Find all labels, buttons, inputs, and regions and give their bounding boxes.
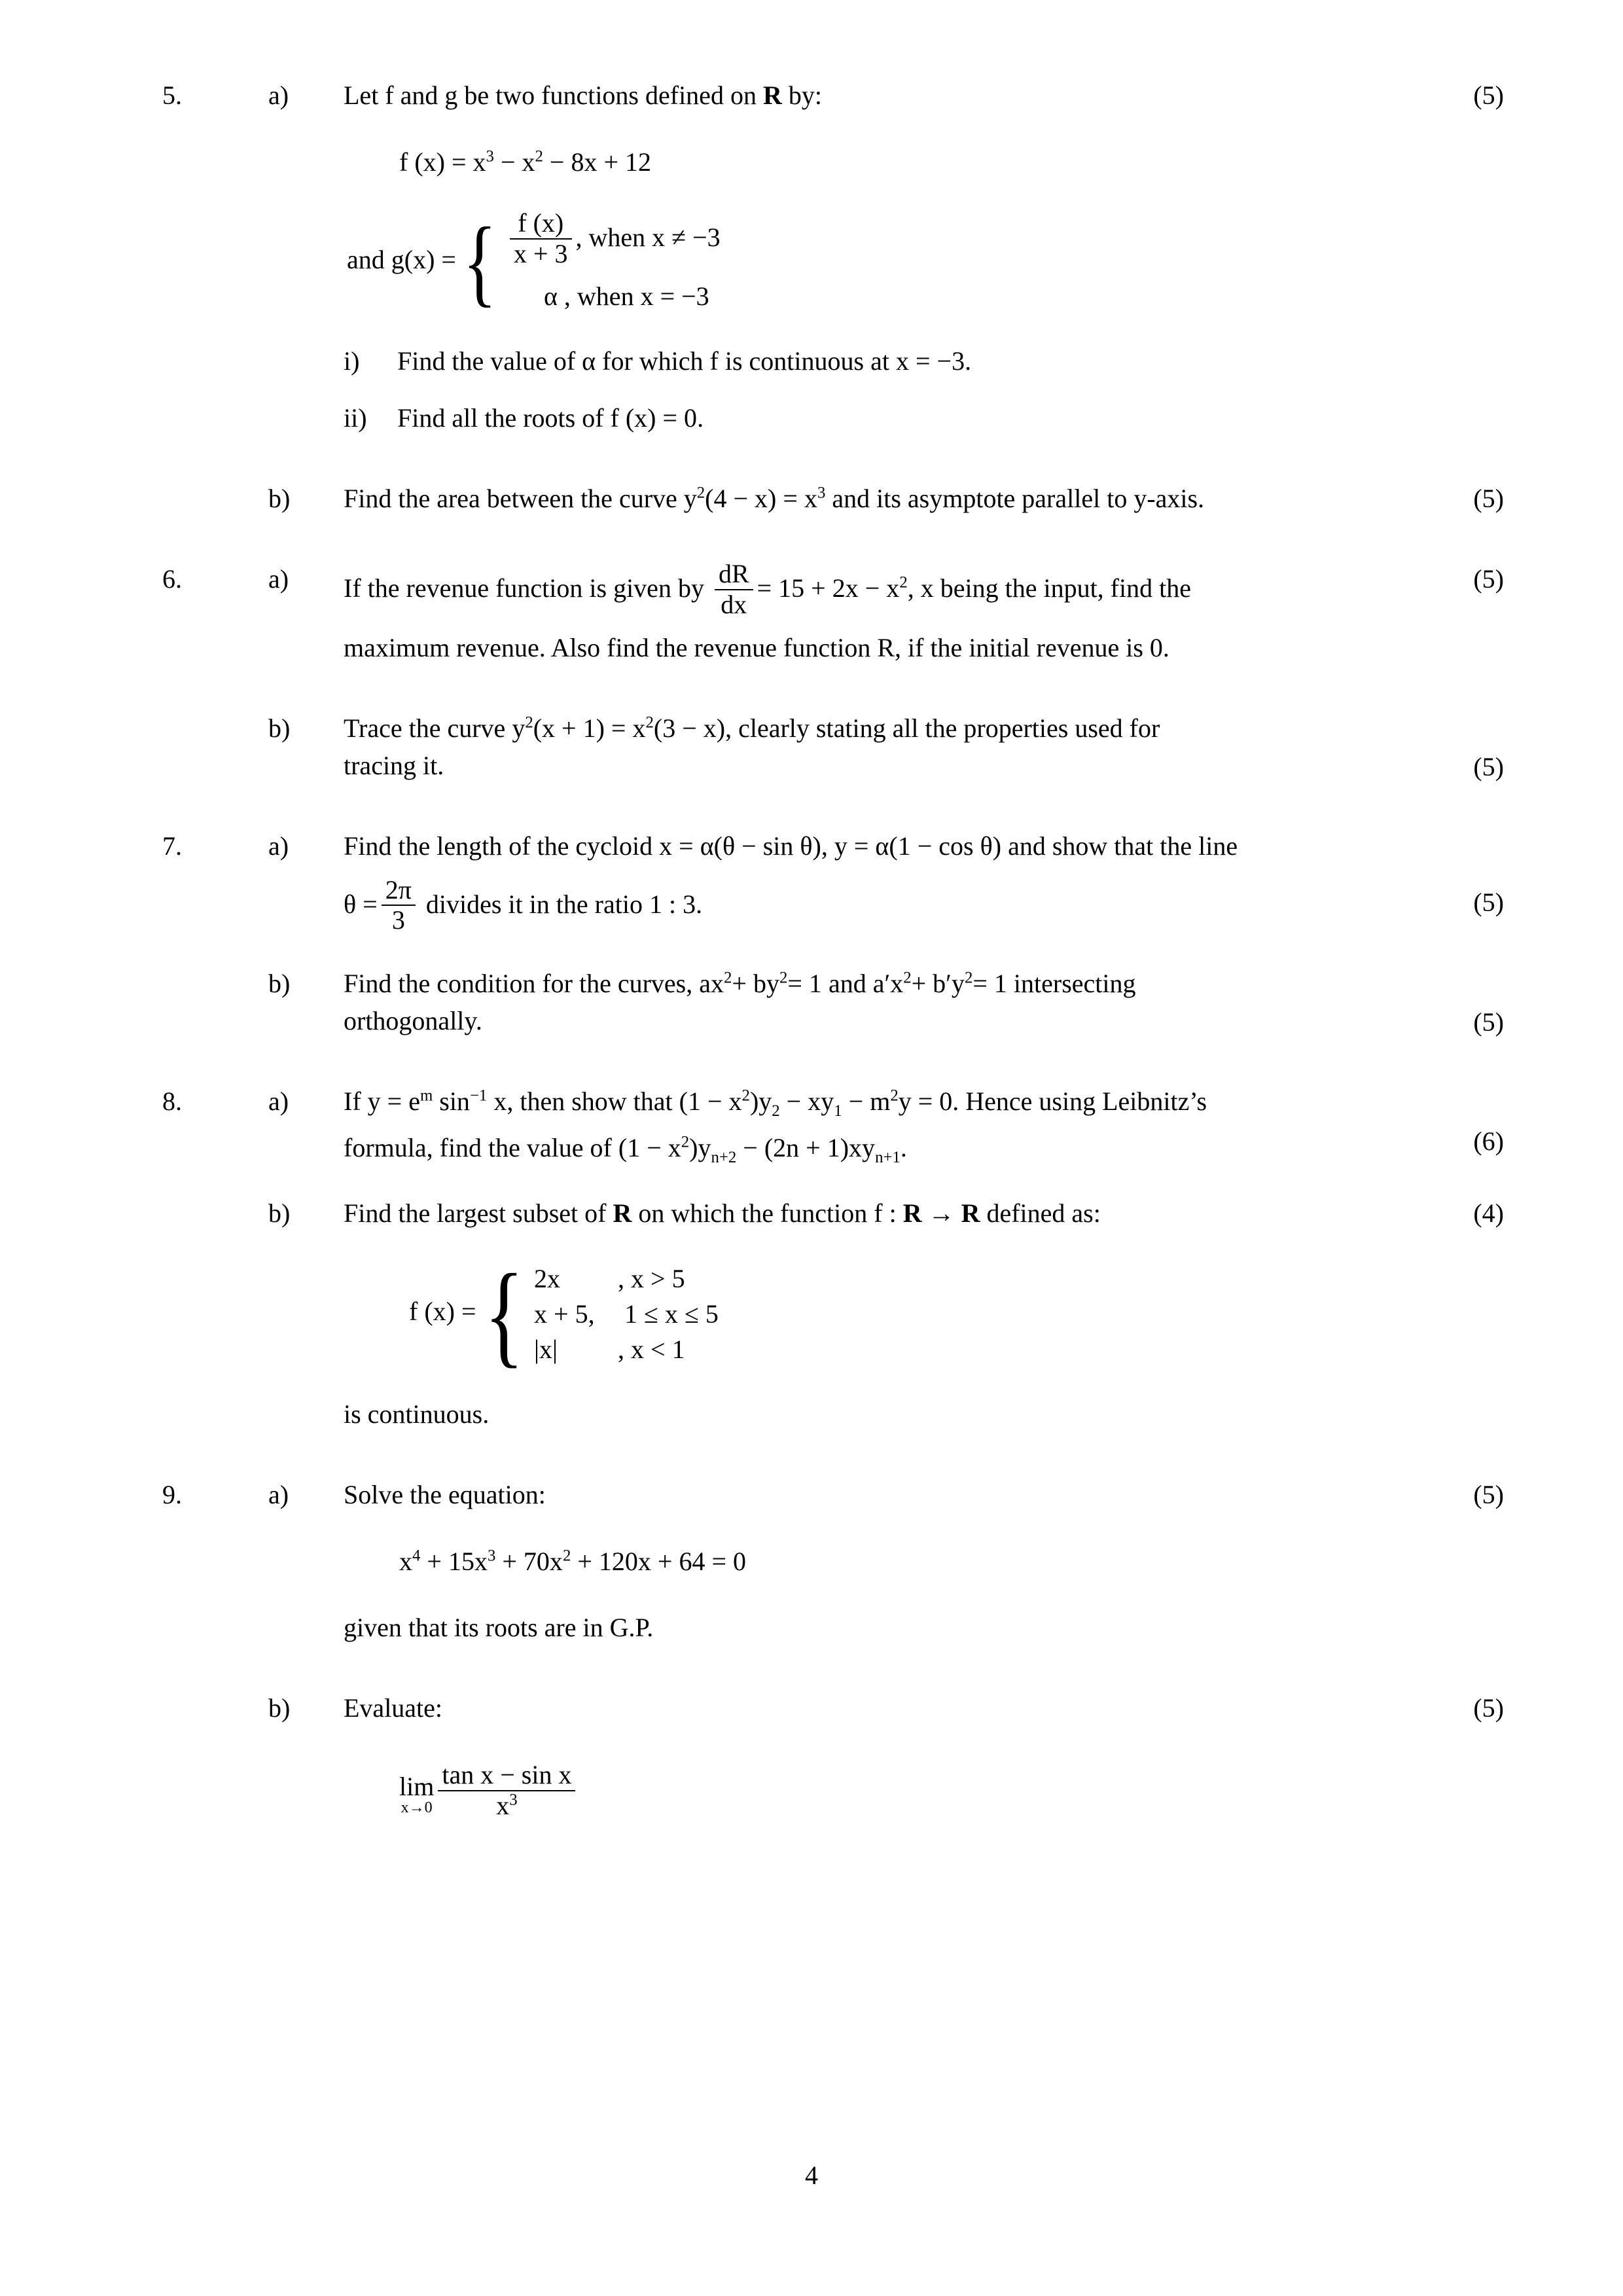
question-letter-8b: b) xyxy=(268,1198,291,1229)
q7b-c1-a-exp: 2 xyxy=(724,969,732,987)
question-5b-text xyxy=(344,480,1495,518)
q5a-subitem-ii-label: ii) xyxy=(344,403,367,433)
marks-5a: (5) xyxy=(1473,81,1504,110)
q7b-c2-a: a′x xyxy=(872,969,904,999)
q5b-x-exp: 3 xyxy=(817,484,826,502)
q5a-eq-lhs: f (x) = xyxy=(399,147,467,177)
question-number-6: 6. xyxy=(162,564,182,594)
q8b-mid: on which the function f : xyxy=(632,1198,903,1229)
q9b-lim-subscript: x→0 xyxy=(401,1799,433,1816)
q5a-sub-i-post: . xyxy=(965,346,972,376)
q7a-frac-num: 2π xyxy=(385,874,412,905)
q8a-pre: If xyxy=(344,1086,368,1116)
q8a-l2-mid: − (2n + 1)xy xyxy=(743,1132,876,1162)
question-number-7: 7. xyxy=(162,831,182,861)
q9a-t2: + 15x xyxy=(427,1546,488,1576)
q6b-y: y xyxy=(512,713,526,744)
q6a-rhs-exp: 2 xyxy=(899,573,908,592)
q7a-line2 xyxy=(344,874,1495,937)
marks-8b: (4) xyxy=(1473,1198,1504,1229)
q5a-eq-op1: − xyxy=(500,147,516,177)
question-5a-text xyxy=(344,77,1495,115)
q6b-post: clearly stating all the properties used for xyxy=(732,713,1160,744)
q7b-c1-plus: + by xyxy=(732,969,779,999)
q7b-c2-b-exp: 2 xyxy=(964,969,973,987)
q8a-m-exp: 2 xyxy=(890,1086,899,1105)
q9b-den-exp: 3 xyxy=(509,1791,518,1809)
question-letter-7a: a) xyxy=(268,831,289,861)
question-9b-text: Evaluate: xyxy=(344,1693,443,1723)
q7a-theta-symbol: θ = xyxy=(344,889,378,919)
question-6b-row xyxy=(0,710,1623,785)
q9a-closing-text: given that its roots are in G.P. xyxy=(344,1612,654,1642)
marks-6a: (5) xyxy=(1473,564,1504,594)
q5a-case1-condition: , when x ≠ −3 xyxy=(575,222,721,252)
q9b-lim-operator xyxy=(399,1771,435,1816)
q8a-y2: y xyxy=(758,1086,772,1116)
q9b-lim-text: lim xyxy=(399,1771,435,1801)
q8b-case3-inner: x xyxy=(539,1335,553,1365)
question-letter-9b: b) xyxy=(268,1693,291,1723)
q7b-c1-a: ax xyxy=(699,969,724,999)
q5a-subitem-i xyxy=(344,343,1623,380)
q8b-case1-condition: , x > 5 xyxy=(618,1264,685,1294)
q8a-l2-dot: . xyxy=(900,1132,907,1162)
q8b-case-2 xyxy=(534,1297,719,1332)
q8b-case3-condition: , x < 1 xyxy=(618,1335,685,1365)
q8b-case2-condition: 1 ≤ x ≤ 5 xyxy=(618,1299,719,1329)
q7b-curve-2 xyxy=(873,969,1007,998)
q8a-y1-sub: 1 xyxy=(834,1102,842,1120)
q8a-sin-exp: −1 xyxy=(469,1086,488,1105)
q6a-mid: , x being the input, find the xyxy=(907,573,1191,603)
q5b-post: and its asymptote parallel to y-axis. xyxy=(825,483,1205,513)
q9b-den-base: x xyxy=(496,1791,510,1821)
question-letter-6b: b) xyxy=(268,713,291,744)
question-9a-row xyxy=(0,1477,1623,1514)
question-6b-text xyxy=(344,710,1495,785)
q5a-sub-i-alpha: α xyxy=(582,346,596,376)
question-7b-text xyxy=(344,965,1495,1040)
q9a-t3-exp: 2 xyxy=(562,1547,571,1565)
marks-8a: (6) xyxy=(1473,1126,1504,1156)
q5b-x: x xyxy=(804,483,817,513)
q9b-denominator xyxy=(438,1790,575,1821)
q5a-case1-numerator: f (x) xyxy=(518,207,564,238)
q8a-y: y = e xyxy=(367,1086,420,1116)
q8a-p1-exp: 2 xyxy=(741,1086,750,1105)
q6b-pre: Trace the curve xyxy=(344,713,512,744)
q5a-text-tail: by: xyxy=(781,81,822,110)
q7a-line2-text: divides it in the ratio 1 : 3. xyxy=(419,889,703,919)
q7a-cycloid-parametric: x = α(θ − sin θ), y = α(1 − cos θ) xyxy=(659,831,1002,861)
marks-7b: (5) xyxy=(1473,1007,1504,1037)
q8b-case1-value: 2x xyxy=(534,1264,561,1294)
q7b-c2-a-exp: 2 xyxy=(903,969,912,987)
q5a-sub-ii-post: . xyxy=(697,403,704,433)
question-7a-text xyxy=(344,828,1495,937)
q5a-subitem-i-label: i) xyxy=(344,346,360,376)
q8a-line2 xyxy=(344,1130,1495,1167)
q7a-pre: Find the length of the cycloid xyxy=(344,831,660,861)
question-9b-row xyxy=(0,1690,1623,1727)
q6a-rhs: = 15 + 2x − x xyxy=(757,573,900,603)
question-letter-6a: a) xyxy=(268,564,289,594)
q9a-t1-exp: 4 xyxy=(412,1547,421,1565)
q6a-frac-num: dR xyxy=(718,558,749,588)
question-number-9: 9. xyxy=(162,1479,182,1509)
question-8b-row xyxy=(0,1195,1623,1232)
q8b-symbol-R1: R xyxy=(613,1198,632,1229)
question-letter-5a: a) xyxy=(268,81,289,110)
left-brace-icon: { xyxy=(463,207,497,317)
q5a-case2-value: α xyxy=(543,281,558,312)
q5a-sub-i-math: x = −3 xyxy=(895,346,965,376)
q5a-piecewise-label: and g(x) = xyxy=(347,244,456,274)
q8a-sin: sin xyxy=(433,1086,470,1116)
q6a-line2: maximum revenue. Also find the revenue function R, if the initial revenue is 0. xyxy=(344,633,1169,663)
q5a-piecewise-gx xyxy=(0,207,1623,317)
question-letter-5b: b) xyxy=(268,483,291,513)
q9b-limit-expression xyxy=(0,1755,1623,1821)
marks-9b: (5) xyxy=(1473,1693,1504,1723)
q8a-tail: y = 0. xyxy=(898,1086,959,1116)
q8a-x: x, xyxy=(487,1086,514,1116)
left-brace-icon: { xyxy=(484,1250,524,1378)
q5a-subitems xyxy=(0,343,1623,437)
q9a-t4: + 120x + 64 = 0 xyxy=(577,1546,747,1576)
q8b-piecewise-block xyxy=(476,1250,719,1378)
q7b-c1-b-exp: 2 xyxy=(779,969,788,987)
q5b-mid: (4 − x) = xyxy=(705,483,798,513)
q5a-eq-term1: x xyxy=(473,147,486,177)
q8a-minus-xy: − xy xyxy=(786,1086,834,1116)
q8a-minus-m: − m xyxy=(848,1086,891,1116)
question-9a-text: Solve the equation: xyxy=(344,1479,546,1509)
question-5a-row xyxy=(0,77,1623,115)
q7b-c1-eq: = 1 xyxy=(787,969,822,999)
marks-5b: (5) xyxy=(1473,483,1504,513)
q5b-y: y xyxy=(683,483,697,513)
q5a-subitem-ii xyxy=(344,400,1623,437)
q5a-eq-term2-exp: 2 xyxy=(535,147,543,166)
q5a-case1-fraction xyxy=(510,209,572,269)
q6b-curve-equation xyxy=(512,713,732,743)
q8b-symbol-R2: R xyxy=(902,1198,922,1229)
q7b-curve-1 xyxy=(699,969,822,998)
q8a-p1: 1 − x xyxy=(687,1086,742,1116)
q5a-eq-term2: x xyxy=(522,147,535,177)
q5b-y-exp: 2 xyxy=(696,484,705,502)
q5b-pre: Find the area between the curve xyxy=(344,483,684,513)
q8b-arrow-icon: → xyxy=(921,1198,961,1229)
q7a-frac-den: 3 xyxy=(382,905,416,935)
marks-9a: (5) xyxy=(1473,1479,1504,1509)
question-letter-9a: a) xyxy=(268,1479,289,1509)
q5a-case-2 xyxy=(506,279,721,314)
q5a-sub-i-mid: for which f is continuous at xyxy=(596,346,896,376)
q6b-x-exp: 2 xyxy=(645,713,654,732)
question-7b-row xyxy=(0,965,1623,1040)
q8a-l2-p1b: )y xyxy=(689,1132,711,1162)
question-5b-row xyxy=(0,480,1623,518)
q7b-post: intersecting xyxy=(1007,969,1136,999)
marks-7a: (5) xyxy=(1473,887,1504,917)
q6b-x: x xyxy=(632,713,646,744)
q8b-case3-value: |x| xyxy=(534,1335,558,1365)
q8a-post: Hence using Leibnitz’s xyxy=(959,1086,1207,1116)
q6a-frac-den: dx xyxy=(715,589,753,620)
q9a-t1: x xyxy=(399,1546,412,1576)
q8a-l2-p1: (1 − x xyxy=(618,1132,681,1162)
q5a-sub-i-pre: Find the value of xyxy=(397,346,582,376)
q8a-leibnitz-expression xyxy=(618,1132,907,1166)
question-number-8: 8. xyxy=(162,1086,182,1116)
q9a-quartic-equation xyxy=(0,1543,1623,1581)
q8b-closing-text: is continuous. xyxy=(344,1399,490,1429)
question-number-5: 5. xyxy=(162,81,182,110)
q8b-case-1 xyxy=(534,1261,719,1297)
q9b-numerator: tan x − sin x xyxy=(442,1760,572,1790)
q6a-pre: If the revenue function is given by xyxy=(344,573,711,603)
question-letter-7b: b) xyxy=(268,969,291,999)
q7a-post: and show that the line xyxy=(1001,831,1238,861)
question-6a-row xyxy=(0,558,1623,667)
q8a-exp-m: m xyxy=(419,1086,433,1105)
q5a-case-1 xyxy=(506,207,721,270)
q8a-function-y xyxy=(368,1086,514,1116)
q8b-case2-value: x + 5, xyxy=(534,1299,595,1329)
q5a-subitem-i-text xyxy=(397,343,1623,380)
q8a-y2-sub: 2 xyxy=(772,1102,780,1120)
q8b-pre: Find the largest subset of xyxy=(344,1198,613,1229)
q8b-case-3 xyxy=(534,1332,719,1367)
q8a-l2-p1-sub: n+2 xyxy=(711,1148,737,1166)
q5a-sub-ii-pre: Find all the roots of xyxy=(397,403,611,433)
question-8a-text xyxy=(344,1083,1495,1167)
q8a-line2-pre: formula, find the value of xyxy=(344,1132,618,1162)
q7b-pre: Find the condition for the curves, xyxy=(344,969,700,999)
q5b-curve-equation xyxy=(684,484,826,513)
q7b-c2-plus: + b′y xyxy=(911,969,965,999)
q8a-differential-equation: $(1 - x^2)y_2 - xy_1 - m^2y = 0$. xyxy=(679,1086,959,1120)
q7b-and: and xyxy=(821,969,873,999)
q8b-piecewise-label: f (x) = xyxy=(409,1297,476,1327)
q6a-derivative-expression xyxy=(711,558,908,619)
q8a-l2-p1-exp: 2 xyxy=(681,1133,690,1151)
q9a-t2-exp: 3 xyxy=(487,1547,496,1565)
q5a-equation-fx xyxy=(0,143,1623,181)
q6a-dR-dx-fraction xyxy=(715,560,753,620)
q5a-case2-condition: , when x = −3 xyxy=(557,281,709,312)
q6b-tail: (3 − x), xyxy=(653,713,732,744)
q6b-y-exp: 2 xyxy=(525,713,533,732)
q8b-symbol-R3: R xyxy=(961,1198,980,1229)
q7b-line2: orthogonally. xyxy=(344,1005,482,1035)
page-number: 4 xyxy=(805,2161,818,2190)
q8a-mid: then show that xyxy=(513,1086,679,1116)
q5a-piecewise-block xyxy=(456,207,721,317)
q8a-l2-mid-sub: n+1 xyxy=(875,1148,901,1166)
q7a-theta-fraction xyxy=(382,876,416,936)
q8b-post: defined as: xyxy=(980,1198,1101,1229)
q8b-piecewise-fx xyxy=(0,1250,1623,1378)
question-7a-row xyxy=(0,828,1623,937)
question-6a-text xyxy=(344,558,1495,667)
q5a-sub-ii-math: f (x) = 0 xyxy=(610,403,698,433)
q5a-eq-op2: − 8x + 12 xyxy=(549,147,652,177)
marks-6b: (5) xyxy=(1473,752,1504,782)
q9a-t3: + 70x xyxy=(502,1546,563,1576)
q5a-eq-term1-exp: 3 xyxy=(486,147,494,166)
question-8b-text xyxy=(344,1195,1495,1232)
q6b-line2: tracing it. xyxy=(344,750,444,780)
q5a-symbol-R: R xyxy=(762,81,782,110)
q7b-c2-eq: = 1 xyxy=(972,969,1007,999)
question-8a-row xyxy=(0,1083,1623,1167)
q5a-case1-denominator: x + 3 xyxy=(510,238,572,269)
question-letter-8a: a) xyxy=(268,1086,289,1116)
q6b-mid: (x + 1) = xyxy=(533,713,626,744)
q9b-limit-fraction xyxy=(438,1761,575,1821)
q5a-subitem-ii-text xyxy=(397,400,1623,437)
q5a-text-lead: Let f and g be two functions defined on xyxy=(344,81,763,110)
